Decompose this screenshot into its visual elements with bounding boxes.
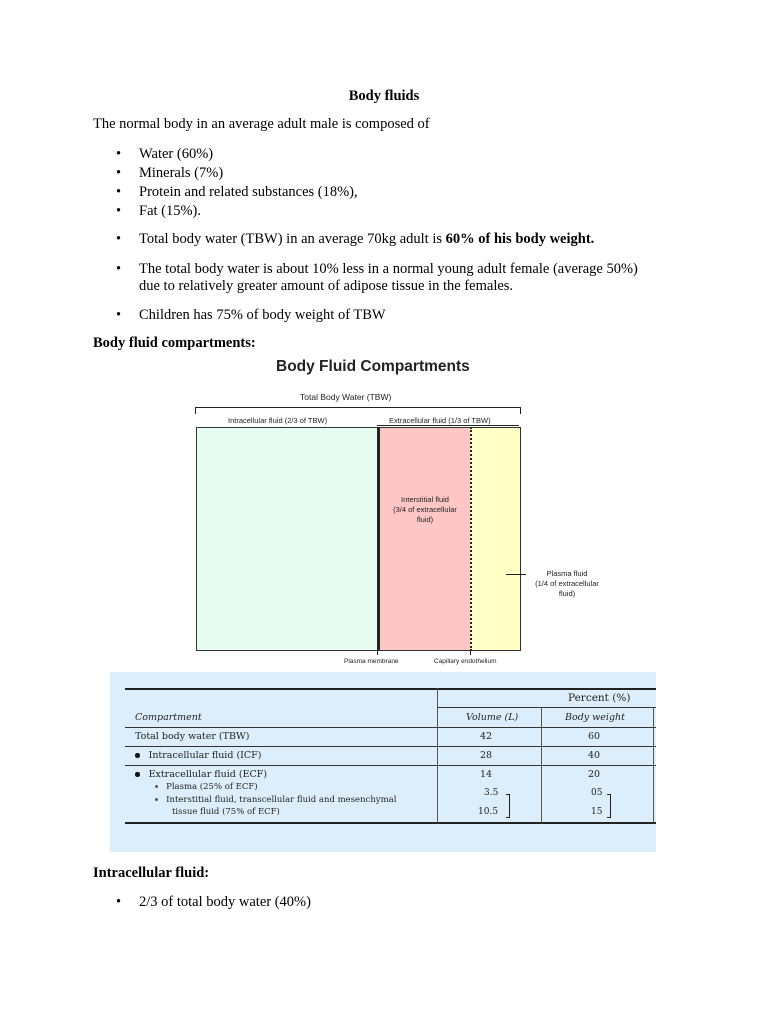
- page-title: Body fluids: [348, 88, 420, 104]
- bullet-icon: •: [116, 184, 122, 200]
- bullet-icon: [155, 798, 158, 801]
- bullet-icon: •: [116, 146, 122, 162]
- bullet-icon: •: [116, 261, 122, 277]
- table-divider: [541, 707, 542, 823]
- table-rule: [125, 765, 656, 766]
- tbw-bold-text: 60% of his body weight.: [445, 231, 595, 247]
- heading-compartments: Body fluid compartments:: [93, 335, 256, 351]
- intro-paragraph: The normal body in an average adult male is composed of: [93, 116, 430, 132]
- tbw-text: Total body water (TBW) in an average 70kg adult is: [139, 231, 446, 247]
- tbw-brace: [195, 407, 521, 414]
- bullet-icon: •: [116, 307, 122, 323]
- plasma-label: [527, 569, 607, 599]
- bullet-icon: [155, 785, 158, 788]
- row-plasma-weight: 05: [591, 788, 603, 798]
- list-item-female-line1: The total body water is about 10% less in a normal young adult female (average 50%): [139, 261, 638, 277]
- table-top-rule: [125, 688, 656, 690]
- bullet-icon: •: [116, 231, 122, 247]
- plasma-leader-line: [506, 574, 526, 575]
- row-icf-label: Intracellular fluid (ICF): [148, 750, 262, 761]
- table-bottom-rule: [125, 822, 656, 824]
- row-icf-volume: 28: [480, 750, 493, 761]
- col-weight: Body weight: [565, 712, 625, 723]
- row-tbw-weight: 60: [588, 731, 601, 742]
- volume-bracket: [506, 794, 510, 818]
- interstitial-compartment: [377, 427, 472, 651]
- weight-bracket: [607, 794, 611, 818]
- plasma-line: Plasma fluid: [546, 569, 588, 578]
- compartments-diagram: [190, 355, 620, 675]
- list-item: Water (60%): [139, 146, 214, 162]
- list-item-tbw: [139, 231, 594, 248]
- ecf-label: Extracellular fluid (1/3 of TBW): [389, 416, 491, 425]
- row-interstitial-label: Interstitial fluid, transcellular fluid and mesenchymal: [166, 795, 397, 805]
- row-ecf: [135, 769, 267, 780]
- row-ecf-weight: 20: [588, 769, 601, 780]
- col-compartment: Compartment: [135, 712, 202, 723]
- icf-label: Intracellular fluid (2/3 of TBW): [228, 416, 328, 425]
- list-item-female-line2: due to relatively greater amount of adipose tissue in the females.: [139, 278, 514, 294]
- row-interstitial: [155, 795, 396, 805]
- interstitial-label: [380, 495, 470, 525]
- row-ecf-volume: 14: [480, 769, 493, 780]
- table-divider: [653, 707, 654, 823]
- interstitial-line: fluid): [416, 515, 434, 524]
- list-item: Protein and related substances (18%),: [139, 184, 358, 200]
- compartments-table: [110, 672, 656, 852]
- percent-header: Percent (%): [568, 692, 631, 704]
- list-item-icf: 2/3 of total body water (40%): [139, 894, 311, 910]
- table-rule: [125, 746, 656, 747]
- interstitial-line: Interstitial fluid: [401, 495, 449, 504]
- heading-icf: Intracellular fluid:: [93, 865, 210, 881]
- plasma-compartment: [470, 427, 521, 651]
- row-icf-weight: 40: [588, 750, 601, 761]
- interstitial-line: (3/4 of extracellular: [393, 505, 457, 514]
- list-item: Minerals (7%): [139, 165, 224, 181]
- endothelium-tick: [470, 649, 471, 655]
- bullet-icon: •: [116, 203, 122, 219]
- row-interstitial-volume: 10.5: [478, 807, 499, 817]
- list-item: Fat (15%).: [139, 203, 202, 219]
- membrane-label: Plasma membrane: [344, 658, 399, 665]
- endothelium-label: Capillary endothelium: [434, 658, 497, 665]
- table-divider: [437, 688, 438, 823]
- bullet-icon: [135, 753, 140, 758]
- row-icf: [135, 750, 261, 761]
- header-rule: [437, 707, 656, 708]
- icf-compartment: [196, 427, 377, 651]
- row-plasma-volume: 3.5: [484, 788, 499, 798]
- diagram-title: Body Fluid Compartments: [276, 358, 470, 375]
- plasma-line: fluid): [558, 589, 576, 598]
- col-volume: Volume (L): [466, 712, 519, 723]
- row-plasma: [155, 782, 258, 792]
- bullet-icon: [135, 772, 140, 777]
- row-tbw-label: Total body water (TBW): [135, 731, 250, 742]
- row-tbw-volume: 42: [480, 731, 493, 742]
- bullet-icon: •: [116, 165, 122, 181]
- tbw-label: Total Body Water (TBW): [300, 392, 392, 402]
- row-interstitial-weight: 15: [591, 807, 603, 817]
- table-rule: [125, 727, 656, 728]
- list-item-children: Children has 75% of body weight of TBW: [139, 307, 386, 323]
- row-plasma-label: Plasma (25% of ECF): [166, 782, 258, 792]
- row-interstitial-label-2: tissue fluid (75% of ECF): [172, 807, 280, 817]
- plasma-line: (1/4 of extracellular: [535, 579, 599, 588]
- row-ecf-label: Extracellular fluid (ECF): [148, 769, 268, 780]
- membrane-tick: [377, 649, 378, 655]
- bullet-icon: •: [116, 894, 122, 910]
